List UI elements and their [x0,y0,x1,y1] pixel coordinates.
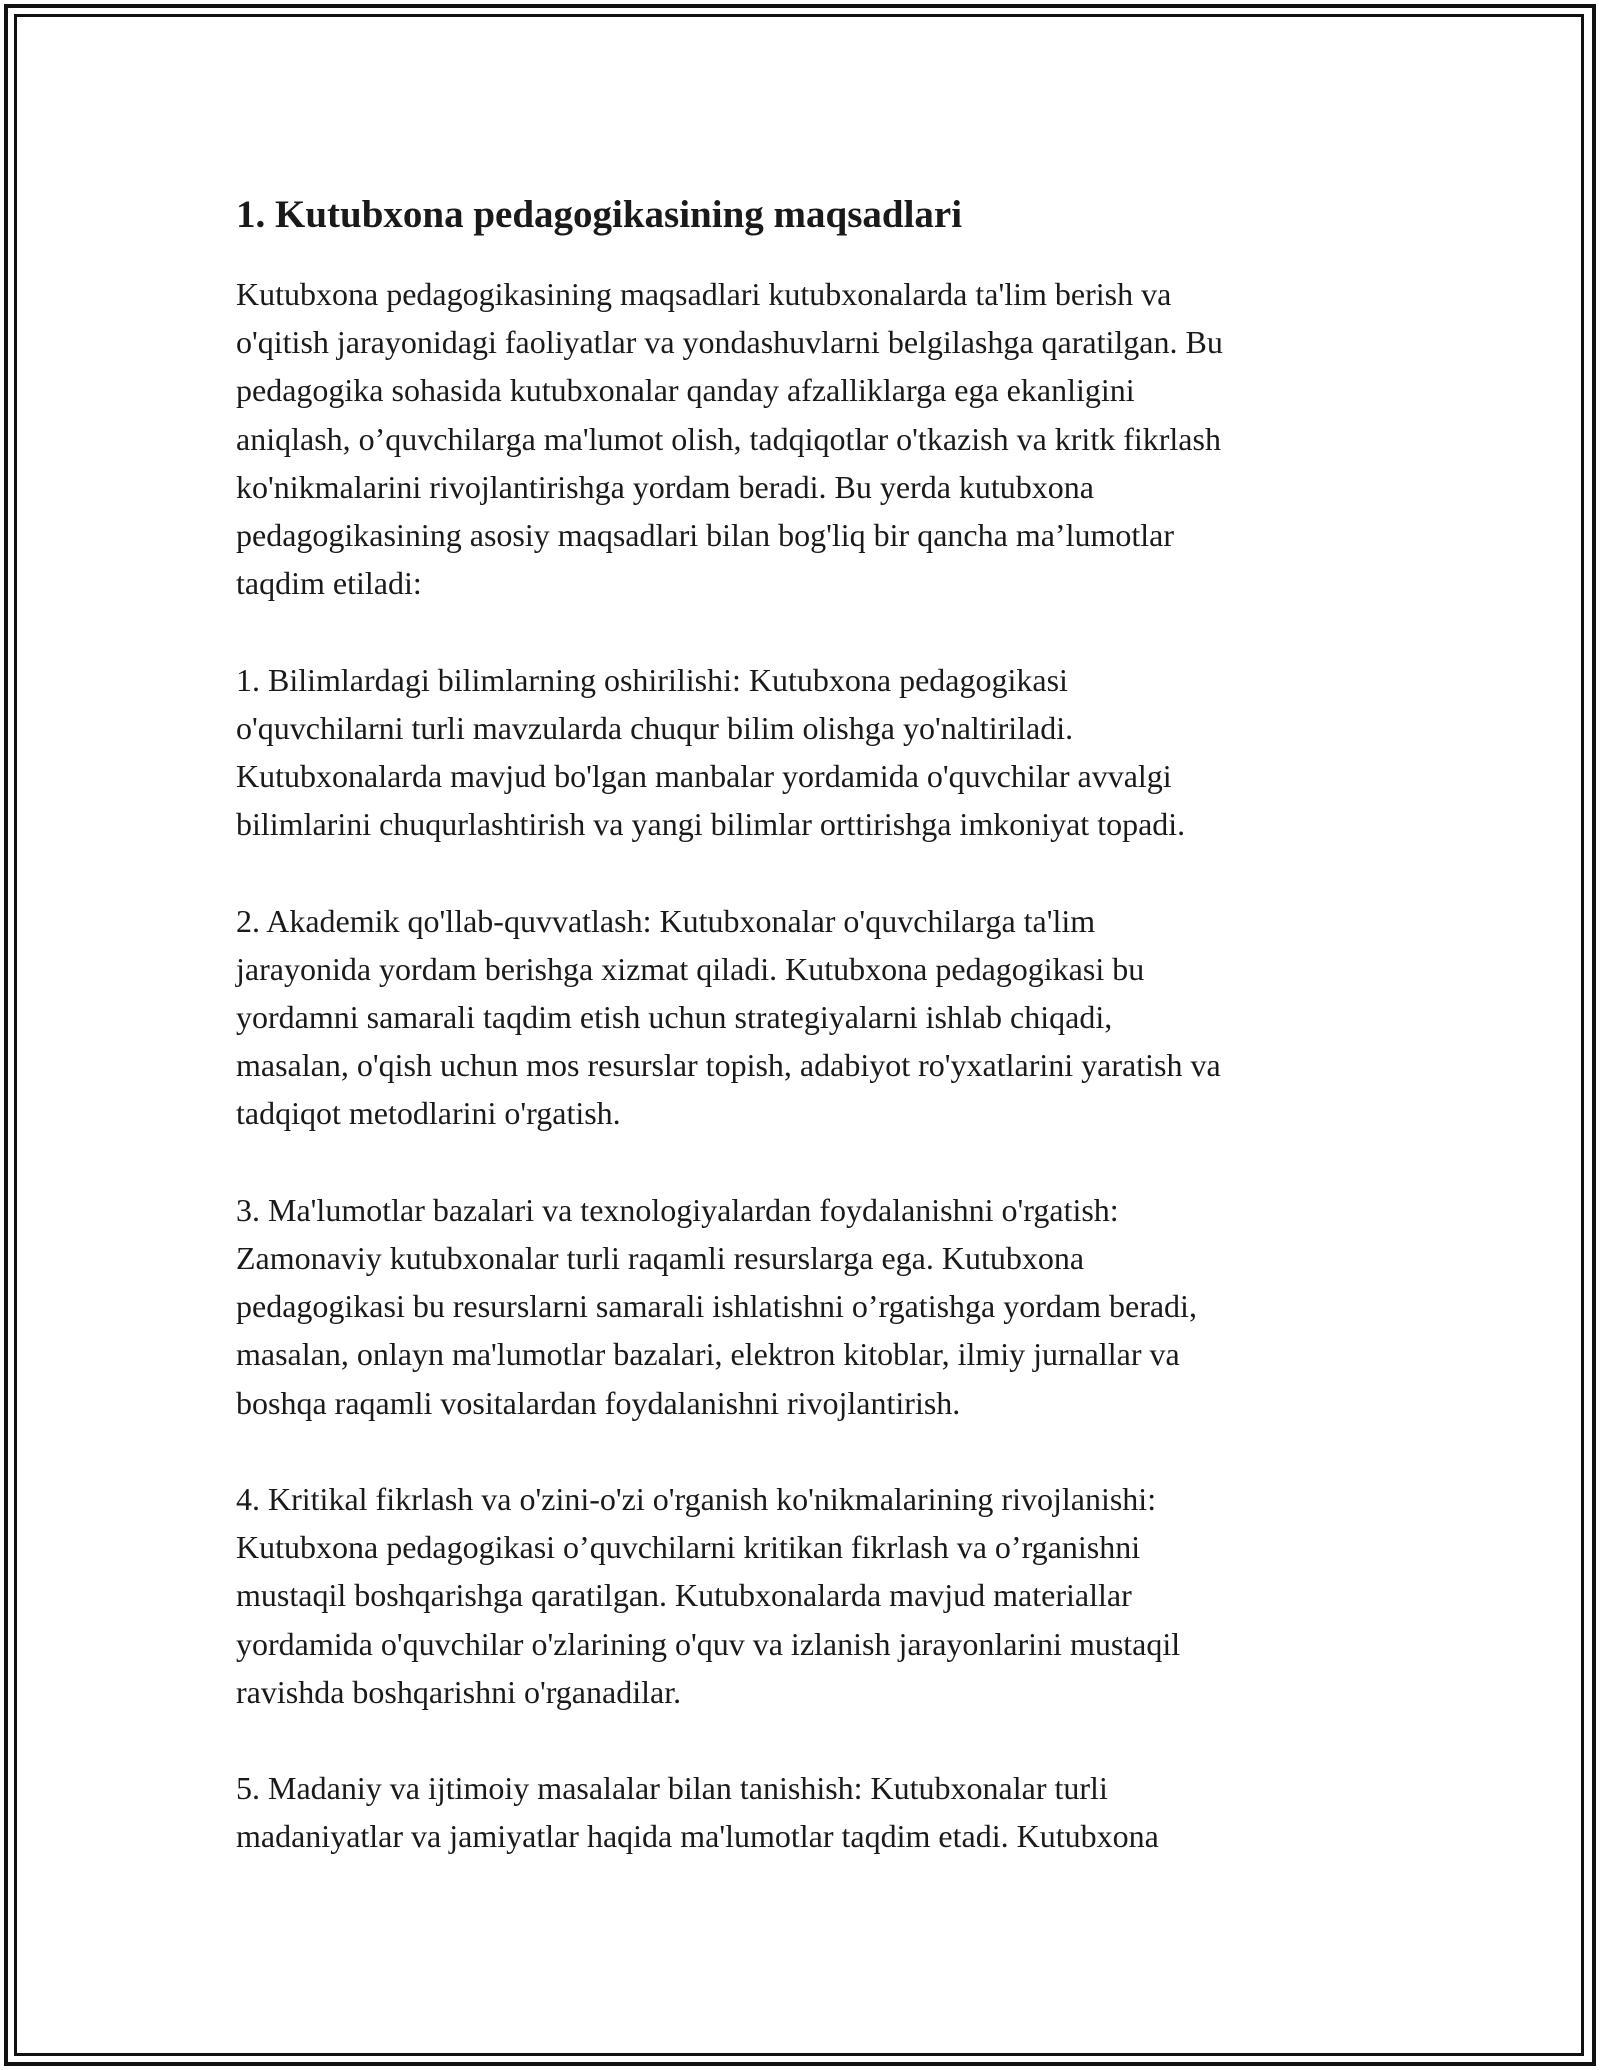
text-line: pedagogikasining asosiy maqsadlari bilan bog'liq bir qancha ma’lumotlar [236,517,1174,554]
text-line: o'quvchilarni turli mavzularda chuqur bilim olishga yo'naltiriladi. [236,709,1074,746]
text-line: ko'nikmalarini rivojlantirishga yordam beradi. Bu yerda kutubxona [236,468,1094,505]
intro-paragraph [236,270,1386,607]
section-heading: 1. Kutubxona pedagogikasining maqsadlari [236,193,963,236]
text-line: bilimlarini chuqurlashtirish va yangi bilimlar orttirishga imkoniyat topadi. [236,806,1186,843]
text-line: 4. Kritikal fikrlash va o'zini-o'zi o'rganish ko'nikmalarining rivojlanishi: [236,1481,1157,1518]
text-line: tadqiqot metodlarini o'rgatish. [236,1095,621,1132]
text-line: 3. Ma'lumotlar bazalari va texnologiyalardan foydalanishni o'rgatish: [236,1191,1119,1228]
goal-paragraph-5 [236,1764,1386,1860]
text-line: masalan, o'qish uchun mos resurslar topish, adabiyot ro'yxatlarini yaratish va [236,1047,1221,1084]
text-line: pedagogikasi bu resurslarni samarali ishlatishni o’rgatishga yordam beradi, [236,1288,1197,1325]
document-body [236,184,1386,1861]
goal-paragraph-4 [236,1475,1386,1716]
text-line: o'qitish jarayonidagi faoliyatlar va yondashuvlarni belgilashga qaratilgan. Bu [236,324,1223,361]
text-line: boshqa raqamli vositalardan foydalanishni rivojlantirish. [236,1384,961,1421]
text-line: aniqlash, o’quvchilarga ma'lumot olish, tadqiqotlar o'tkazish va kritk fikrlash [236,420,1221,457]
goal-paragraph-2 [236,897,1386,1138]
text-line: yordamni samarali taqdim etish uchun strategiyalarni ishlab chiqadi, [236,999,1113,1036]
text-line: Zamonaviy kutubxonalar turli raqamli resurslarga ega. Kutubxona [236,1240,1085,1277]
goal-paragraph-3 [236,1186,1386,1427]
text-line: pedagogika sohasida kutubxonalar qanday afzalliklarga ega ekanligini [236,372,1135,409]
text-line: Kutubxonalarda mavjud bo'lgan manbalar yordamida o'quvchilar avvalgi [236,758,1172,795]
text-line: Kutubxona pedagogikasi o’quvchilarni kritikan fikrlash va o’rganishni [236,1529,1141,1566]
text-line: madaniyatlar va jamiyatlar haqida ma'lumotlar taqdim etadi. Kutubxona [236,1818,1159,1855]
text-line: 1. Bilimlardagi bilimlarning oshirilishi: Kutubxona pedagogikasi [236,661,1068,698]
text-line: taqdim etiladi: [236,565,422,602]
text-line: yordamida o'quvchilar o'zlarining o'quv va izlanish jarayonlarini mustaqil [236,1625,1181,1662]
text-line: ravishda boshqarishni o'rganadilar. [236,1673,682,1710]
text-line: 5. Madaniy va ijtimoiy masalalar bilan tanishish: Kutubxonalar turli [236,1770,1108,1807]
text-line: Kutubxona pedagogikasining maqsadlari kutubxonalarda ta'lim berish va [236,276,1172,312]
text-line: masalan, onlayn ma'lumotlar bazalari, elektron kitoblar, ilmiy jurnallar va [236,1336,1180,1373]
goal-paragraph-1 [236,656,1386,849]
text-line: jarayonida yordam berishga xizmat qiladi. Kutubxona pedagogikasi bu [236,950,1145,987]
text-line: 2. Akademik qo'llab-quvvatlash: Kutubxonalar o'quvchilarga ta'lim [236,902,1096,939]
text-line: mustaqil boshqarishga qaratilgan. Kutubxonalarda mavjud materiallar [236,1577,1132,1614]
